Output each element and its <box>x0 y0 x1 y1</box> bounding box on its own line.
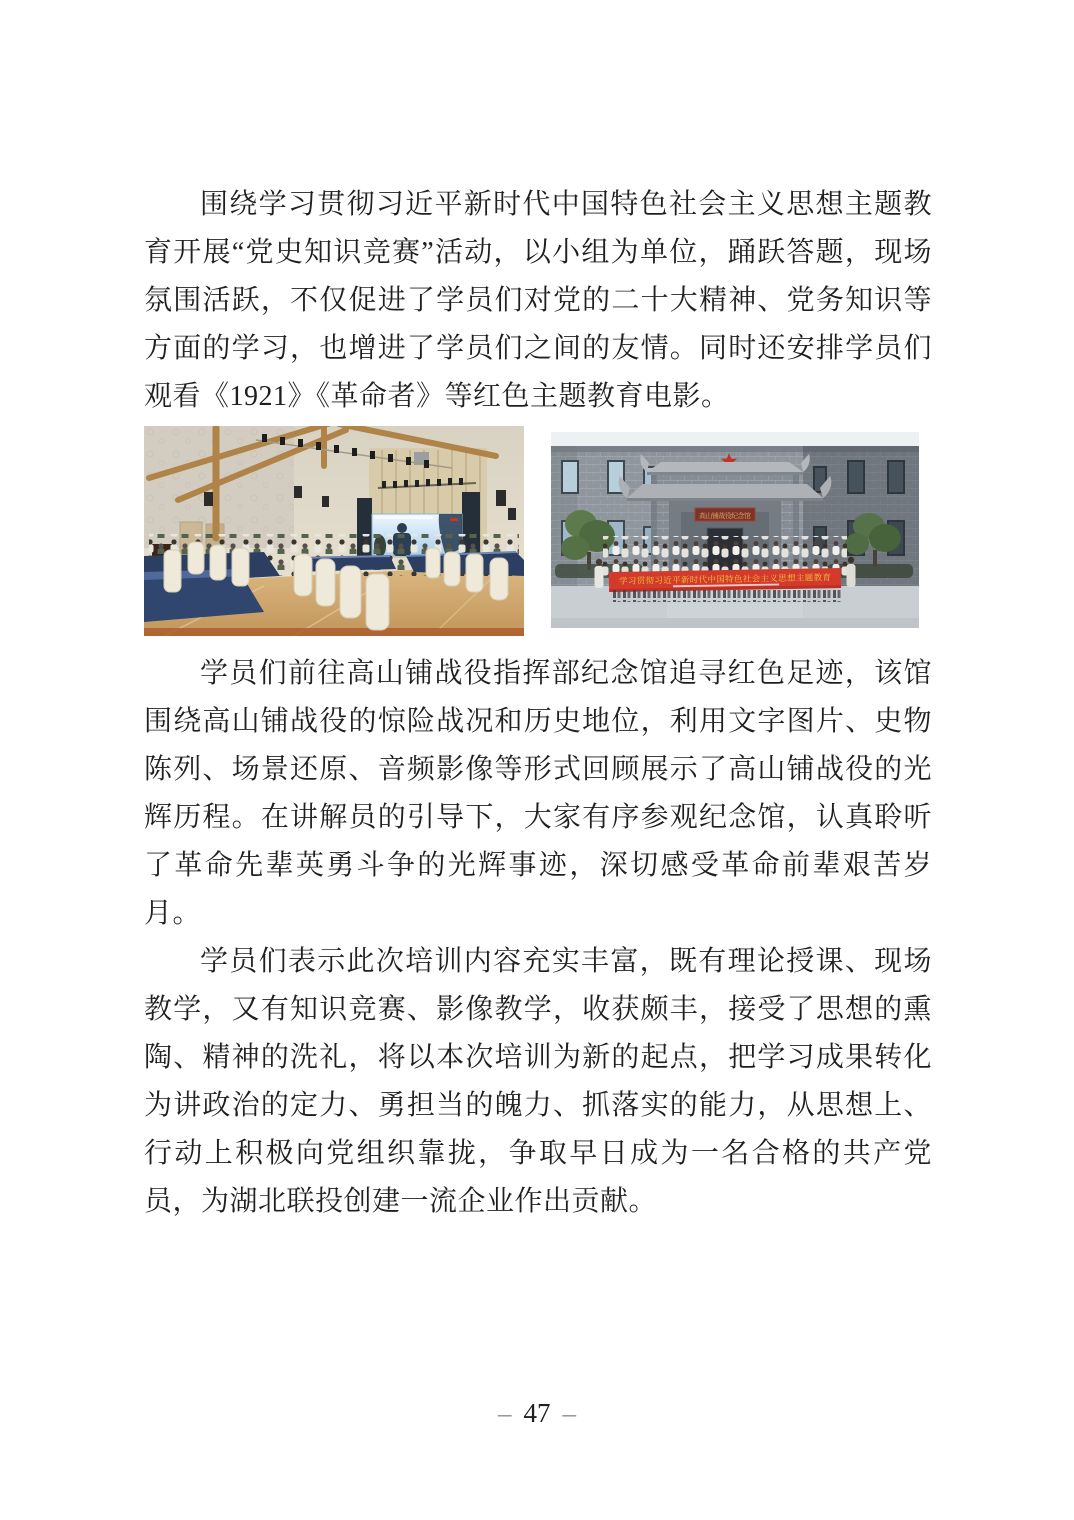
document-body <box>144 181 932 1226</box>
page-number-dash-right: – <box>562 1398 576 1428</box>
crowd-legs <box>611 590 841 602</box>
name-plaque <box>695 508 755 521</box>
page-footer <box>0 1398 1074 1429</box>
plaque-text: 高山铺战役纪念馆 <box>699 513 751 520</box>
red-banner <box>609 568 841 592</box>
body-paragraph-1: 围绕学习贯彻习近平新时代中国特色社会主义思想主题教育开展“党史知识竞赛”活动，以小组为单位，踊跃答题，现场氛围活跃，不仅促进了学员们对党的二十大精神、党务知识等方面的学习，也增进了学员们之间的友情。同时还安排学员们观看《1921》《革命者》等红色主题教育电影。 <box>144 189 932 412</box>
page-number: 47 <box>523 1398 551 1428</box>
banner-text: 学习贯彻习近平新时代中国特色社会主义思想主题教育 <box>618 572 832 586</box>
body-paragraph-3: 学员们表示此次培训内容充实丰富，既有理论授课、现场教学，又有知识竞赛、影像教学，收获颇丰，接受了思想的熏陶、精神的洗礼，将以本次培训为新的起点，把学习成果转化为讲政治的定力、勇担当的魄力、抓落实的能力，从思想上、行动上积极向党组织靠拢，争取早日成为一名合格的共产党员，为湖北联投创建一流企业作出贡献。 <box>144 946 932 1217</box>
photo-conference-hall <box>144 426 524 636</box>
page-number-dash-left: – <box>498 1398 512 1428</box>
photos-row <box>144 426 932 636</box>
photo-memorial-group <box>551 432 919 628</box>
body-paragraph-2: 学员们前往高山铺战役指挥部纪念馆追寻红色足迹，该馆围绕高山铺战役的惊险战况和历史地位，利用文字图片、史物陈列、场景还原、音频影像等形式回顾展示了高山铺战役的光辉历程。在讲解员的引导下，大家有序参观纪念馆，认真聆听了革命先辈英勇斗争的光辉事迹，深切感受革命前辈艰苦岁月。 <box>144 658 932 929</box>
